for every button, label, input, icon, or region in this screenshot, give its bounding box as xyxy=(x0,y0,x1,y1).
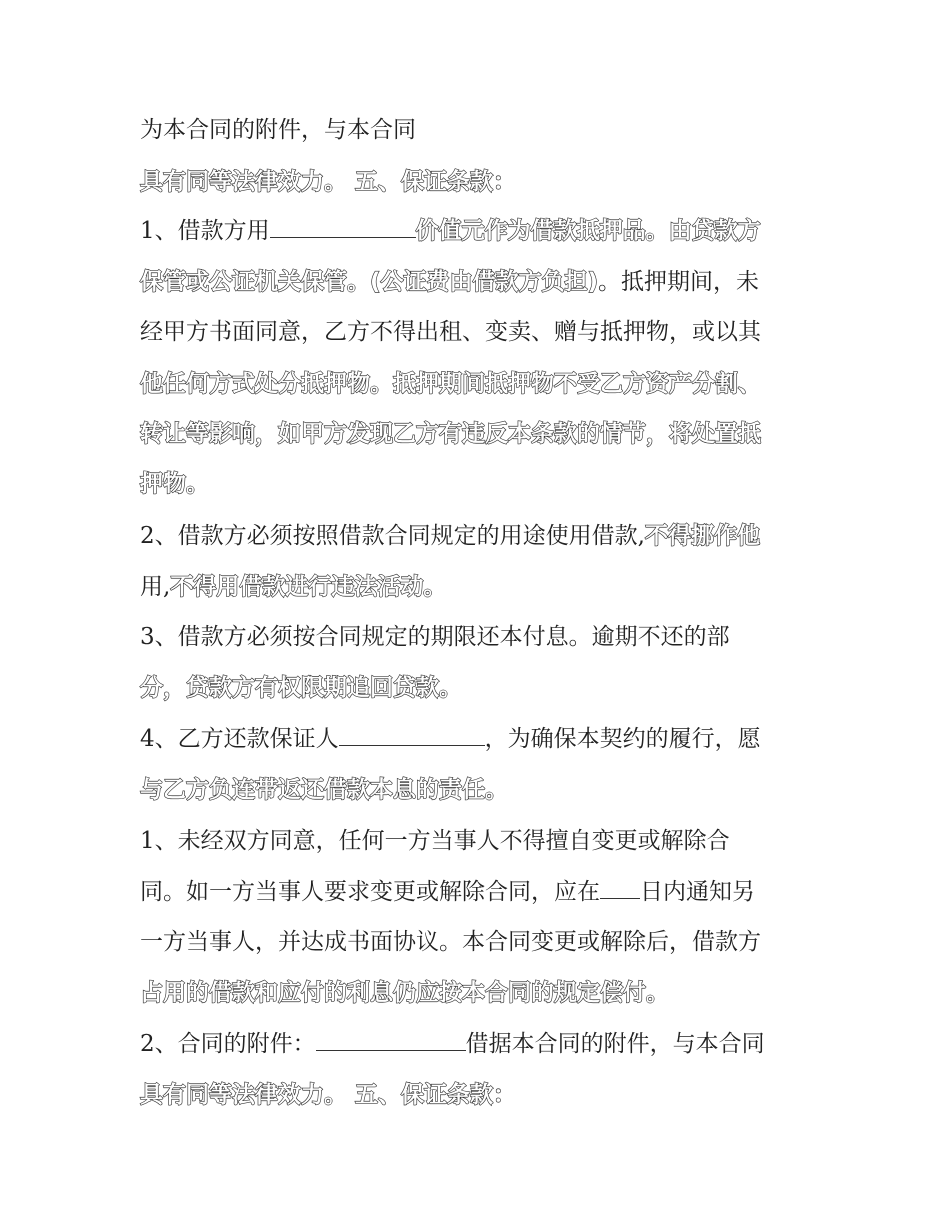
text-line xyxy=(140,924,830,960)
text-line xyxy=(140,1077,830,1113)
text-line xyxy=(140,874,830,910)
stylized-text-segment: 具有同等法律效力。 五、保证条款： xyxy=(140,169,517,195)
text-segment: 1、借款方用 xyxy=(140,218,270,244)
text-line xyxy=(140,823,830,859)
stylized-text-segment: 与乙方负连带返还借款本息的责任。 xyxy=(140,777,508,803)
text-line xyxy=(140,1026,830,1062)
text-segment: ，为确保本契约的履行，愿 xyxy=(484,726,761,752)
text-line xyxy=(140,416,830,452)
text-line xyxy=(140,213,830,249)
stylized-text-segment: 他任何方式处分抵押物。抵押期间抵押物不受乙方资产分割、 xyxy=(140,371,761,397)
text-line xyxy=(140,112,830,148)
text-segment: 经甲方书面同意，乙方不得出租、变卖、赠与抵押物，或以其 xyxy=(140,319,761,345)
text-segment: 1、未经双方同意，任何一方当事人不得擅自变更或解除合 xyxy=(140,828,730,854)
stylized-text-segment: 押物。 xyxy=(140,471,209,497)
stylized-text-segment: 分，贷款方有权限期追回贷款。 xyxy=(140,675,462,701)
text-line xyxy=(140,466,830,502)
text-segment: 一方当事人，并达成书面协议。本合同变更或解除后，借款方 xyxy=(140,929,761,955)
text-segment: 日内通知另 xyxy=(640,879,755,905)
text-segment: 用, xyxy=(140,574,171,600)
text-segment: 2、借款方必须按照借款合同规定的用途使用借款, xyxy=(140,523,645,549)
stylized-text-segment: 占用的借款和应付的利息仍应按本合同的规定偿付。 xyxy=(140,980,669,1006)
text-line xyxy=(140,314,830,350)
blank-underline xyxy=(339,723,485,746)
stylized-text-segment: 具有同等法律效力。 五、保证条款： xyxy=(140,1082,517,1108)
text-line xyxy=(140,721,830,757)
text-line xyxy=(140,975,830,1011)
text-segment: 。抵押期间，未 xyxy=(598,269,760,295)
text-segment: 同。如一方当事人要求变更或解除合同，应在 xyxy=(140,879,600,905)
stylized-text-segment: 价值元作为借款抵押品。由贷款方 xyxy=(415,218,761,244)
stylized-text-segment: 转让等影响，如甲方发现乙方有违反本条款的情节，将处置抵 xyxy=(140,421,761,447)
text-line xyxy=(140,772,830,808)
text-line xyxy=(140,164,830,200)
stylized-text-segment: 不得用借款进行违法活动。 xyxy=(170,574,447,600)
text-segment: 4、乙方还款保证人 xyxy=(140,726,339,752)
blank-underline xyxy=(270,215,416,238)
text-line xyxy=(140,619,830,655)
stylized-text-segment: 不得挪作他 xyxy=(644,523,760,549)
text-segment: 3、借款方必须按合同规定的期限还本付息。逾期不还的部 xyxy=(140,624,730,650)
text-segment: 2、合同的附件： xyxy=(140,1031,316,1057)
blank-underline xyxy=(600,876,640,899)
text-segment: 为本合同的附件，与本合同 xyxy=(140,117,416,143)
text-line xyxy=(140,518,830,554)
text-line xyxy=(140,264,830,300)
text-line xyxy=(140,569,830,605)
stylized-text-segment: 保管或公证机关保管。(公证费由借款方负担) xyxy=(140,269,599,295)
text-line xyxy=(140,366,830,402)
text-line xyxy=(140,670,830,706)
blank-underline xyxy=(316,1028,466,1051)
text-segment: 借据本合同的附件，与本合同 xyxy=(465,1031,765,1057)
